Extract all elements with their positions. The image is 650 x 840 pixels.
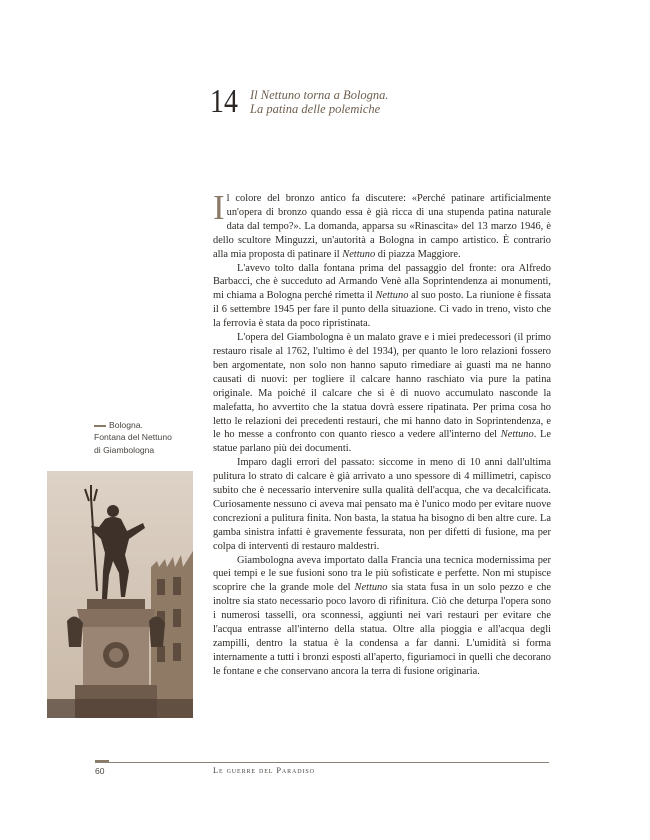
page-number: 60 <box>95 766 105 776</box>
paragraph-2-text-a: L'avevo tolto dalla fontana prima del passaggio del fronte: ora Alfredo Barbacci, che è succeduto ad Armando Venè alla Soprintendenza ai monumenti, mi chiama a Bologna perché rimetta il <box>213 262 551 302</box>
caption-line-2: Fontana del Nettuno <box>94 432 172 443</box>
paragraph-2-text-b: al suo posto. La riunione è fissata il 6 settembre 1945 per fare il punto della situazione. Ci vado in treno, visto che la ferrovia è stata da poco ripristinata. <box>213 290 551 330</box>
paragraph-1-text-b: di piazza Maggiore. <box>375 248 461 260</box>
paragraph-5-italic: Nettuno <box>354 582 388 594</box>
photo-foreground <box>47 699 193 718</box>
footer-rule <box>95 762 549 763</box>
paragraph-3-text-b: . Le statue parlano più dei documenti. <box>213 429 551 455</box>
footer-accent-tab <box>95 760 109 762</box>
paragraph-1-italic: Nettuno <box>342 248 376 260</box>
paragraph-3-italic: Nettuno <box>500 429 534 441</box>
caption-line-1 <box>94 419 204 431</box>
caption-rule <box>94 425 106 427</box>
paragraph-2-italic: Nettuno <box>375 290 409 302</box>
paragraph-5-text-b: sia stata fusa in un solo pezzo e che inoltre sia stato necessario poco lavoro di rifinitura. Ciò che deturpa l'opera sono i numerosi tasselli, ora sconnessi, aggiunti nei vari restauri per evitare che l'acqua entrasse all'interno della statua. Oltre alla pioggia e all'acqua degli zampilli, dentro la statua è la condensa a far danni. L'umidità si forma internamente a tutti i bronzi esposti all'aperto, figuriamoci in quelli che decorano le fontane e che conservano ancora la terra di fusione originaria. <box>213 582 551 677</box>
chapter-title-line-1: Il Nettuno torna a Bologna. <box>250 88 389 102</box>
body-text <box>213 188 551 679</box>
caption-text-1: Bologna. <box>109 420 143 430</box>
chapter-number: 14 <box>210 83 238 120</box>
chapter-title-line-2: La patina delle polemiche <box>250 102 381 116</box>
paragraph-3-text-a: L'opera del Giambologna è un malato grave e i miei predecessori (il primo restauro risale al 1762, l'ultimo è del 1934), per quanto le loro relazioni fossero ben argomentate, non solo non hanno saputo rimediare ai guasti ma ne hanno causati di nuovi: per togliere il calcare hanno raschiato via pure la patina originale. Ma poiché il calcare che si è di nuovo accumulato nasconde la malefatta, ho avvertito che la statua dovrà essere ripatinata. Per prima cosa ho letto le relazioni dei precedenti restauri, che mi hanno dato in Soprintendenza, e le ho messe a confronto con quanto riesco a vedere all'interno del <box>213 332 551 441</box>
paragraph-3 <box>213 331 551 456</box>
chapter-title <box>250 88 389 116</box>
paragraph-5 <box>213 554 551 679</box>
paragraph-1 <box>213 188 551 262</box>
neptune-fountain-illustration <box>47 471 193 718</box>
paragraph-1-text-a: l colore del bronzo antico fa discutere: «Perché patinare artificialmente un'opera di bronzo quando essa è già ricca di una stupenda patina naturale data dal tempo?». La domanda, apparsa su «Rinascita» del 13 marzo 1946, è dello scultore Minguzzi, un'autorità a Bologna in campo artistico. È contrario alla mia proposta di patinare il <box>213 193 551 260</box>
paragraph-4: Imparo dagli errori del passato: siccome in meno di 10 anni dall'ultima pulitura lo strato di calcare è già arrivato a uno spessore di 4 millimetri, capisco subito che è necessario intervenire sulla qualità dell'acqua, che va decalcificata. Curiosamente nessuno ci aveva mai pensato ma è l'unico modo per evitare nuove concrezioni a pulitura finita. Non basta, la statua ha bisogno di ben altre cure. La gamba sinistra infatti è gravemente fessurata, non per difetti di fusione, ma per colpa di interventi di restauro maldestri. <box>213 457 551 552</box>
paragraph-5-text-a: Giambologna aveva importato dalla Francia una tecnica modernissima per quei tempi e le sue fusioni sono tra le più sofisticate e perfette. Non mi stupisce scoprire che la grande mole del <box>213 554 551 594</box>
paragraph-2 <box>213 262 551 332</box>
running-head: Le guerre del Paradiso <box>213 766 315 775</box>
caption-line-3: di Giambologna <box>94 444 155 455</box>
neptune-fountain-photo <box>47 471 193 718</box>
drop-cap: I <box>213 188 225 227</box>
photo-caption <box>94 419 204 456</box>
